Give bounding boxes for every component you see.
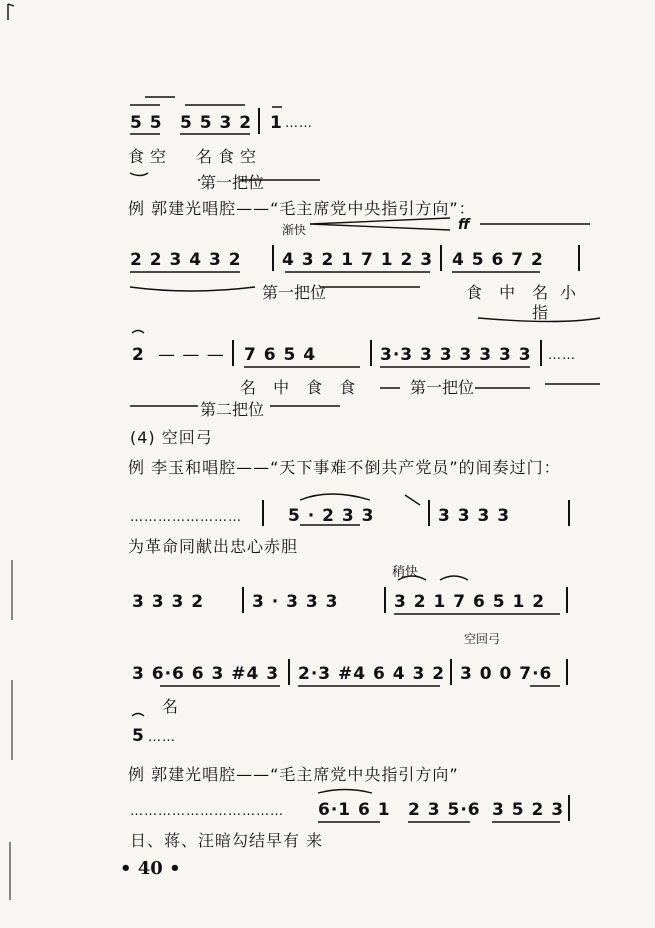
tempo-marking: 稍快 bbox=[392, 565, 419, 580]
position-label-ex2-r2-first: 第一把位 bbox=[410, 378, 475, 397]
notes-ex3-r2-a: 3 3 3 2 bbox=[132, 592, 205, 612]
trailing-dots: …… bbox=[548, 348, 576, 363]
example3-title: 例 李玉和唱腔——“天下事难不倒共产党员”的间奏过门： bbox=[128, 458, 561, 477]
notes-ex2-r2-c: 3·3 3 3 3 3 3 3 bbox=[380, 345, 532, 365]
corner-mark bbox=[8, 4, 14, 20]
notes-ex3-r3-a: 3 6·6 6 3 #4 3 bbox=[132, 664, 280, 684]
notes-ex1-a: 5 5 bbox=[130, 113, 163, 133]
trailing-dots: …… bbox=[148, 730, 176, 745]
notes-ex2-r2-a: 2 bbox=[132, 345, 145, 365]
lyric-ex2-r2: 名 中 食 食 bbox=[240, 378, 362, 397]
lyric-ex1-b: 名食空 bbox=[196, 147, 263, 166]
page-number-value: 40 bbox=[137, 858, 163, 879]
slur-marks bbox=[318, 790, 372, 794]
notes-ex2-r2-b: 7 6 5 4 bbox=[244, 345, 317, 365]
finger-label-small: 小 bbox=[560, 283, 577, 302]
lyric-ex1-a: 食空 bbox=[128, 147, 173, 166]
slur-marks bbox=[132, 714, 144, 717]
dynamic-marking: ff bbox=[458, 217, 470, 233]
notes-ex1-b: 5 5 3 2 bbox=[180, 113, 253, 133]
notes-ex4-c: 3 5 2 3 bbox=[492, 800, 565, 820]
page-number: • 40 • bbox=[120, 858, 181, 879]
notes-ex2-r1-b: 4 3 2 1 7 1 2 3 bbox=[282, 250, 434, 270]
notes-ex4-b: 2 3 5·6 bbox=[408, 800, 481, 820]
example2-title: 例 郭建光唱腔——“毛主席党中央指引方向”： bbox=[128, 199, 476, 218]
notes-ex1-c: 1 bbox=[270, 113, 283, 133]
trailing-dots: …… bbox=[285, 116, 313, 131]
margin-marks bbox=[10, 560, 12, 900]
section-heading: (4) 空回弓 bbox=[130, 428, 213, 447]
slur-marks bbox=[132, 331, 144, 334]
lyric-ex3-r1: 为革命同献出忠心赤胆 bbox=[128, 537, 299, 556]
tempo-marking: 渐快 bbox=[282, 223, 307, 237]
position-lines bbox=[130, 384, 600, 406]
lead-dots: …………………… bbox=[130, 510, 242, 525]
notes-ex2-r1-c: 4 5 6 7 2 bbox=[452, 250, 544, 270]
slur-marks bbox=[130, 287, 600, 322]
notes-ex3-r3-c: 3 0 0 7·6 bbox=[460, 664, 553, 684]
position-label-ex2-r2-second: 第二把位 bbox=[200, 400, 265, 419]
position-label-ex1: 第一把位 bbox=[200, 173, 265, 192]
notes-ex3-r3-b: 2·3 #4 6 4 3 2 bbox=[298, 664, 446, 684]
bow-arrows bbox=[130, 97, 282, 107]
lead-dots: …………………………… bbox=[130, 804, 284, 819]
notes-ex3-r4: 5 bbox=[132, 726, 145, 746]
notes-ex2-r1-a: 2 2 3 4 3 2 bbox=[130, 250, 242, 270]
notes-ex3-r2-b: 3 · 3 3 3 bbox=[252, 592, 339, 612]
slur-marks bbox=[398, 576, 468, 580]
slur-marks bbox=[130, 173, 320, 180]
notes-ex3-r1-b: 3 3 3 3 bbox=[438, 506, 511, 526]
notes-ex3-r2-c: 3 2 1 7 6 5 1 2 bbox=[394, 592, 546, 612]
lyric-ex3-r3: 名 bbox=[162, 697, 185, 716]
position-label-ex2-r1: 第一把位 bbox=[262, 283, 327, 302]
finger-label-index: 指 bbox=[532, 303, 549, 322]
lyric-ex4: 日、蒋、汪暗勾结早有 来 bbox=[130, 831, 324, 850]
lyric-ex2-r1: 食 中 名 bbox=[466, 283, 555, 302]
crescendo-hairpin bbox=[310, 218, 450, 230]
example4-title: 例 郭建光唱腔——“毛主席党中央指引方向” bbox=[128, 765, 459, 784]
notes-ex3-r1-a: 5 · 2 3 3 bbox=[288, 506, 375, 526]
slur-marks bbox=[300, 494, 420, 505]
technique-label: 空回弓 bbox=[464, 632, 501, 646]
dash-extension: — — — bbox=[158, 345, 225, 365]
notes-ex4-a: 6·1 6 1 bbox=[318, 800, 391, 820]
